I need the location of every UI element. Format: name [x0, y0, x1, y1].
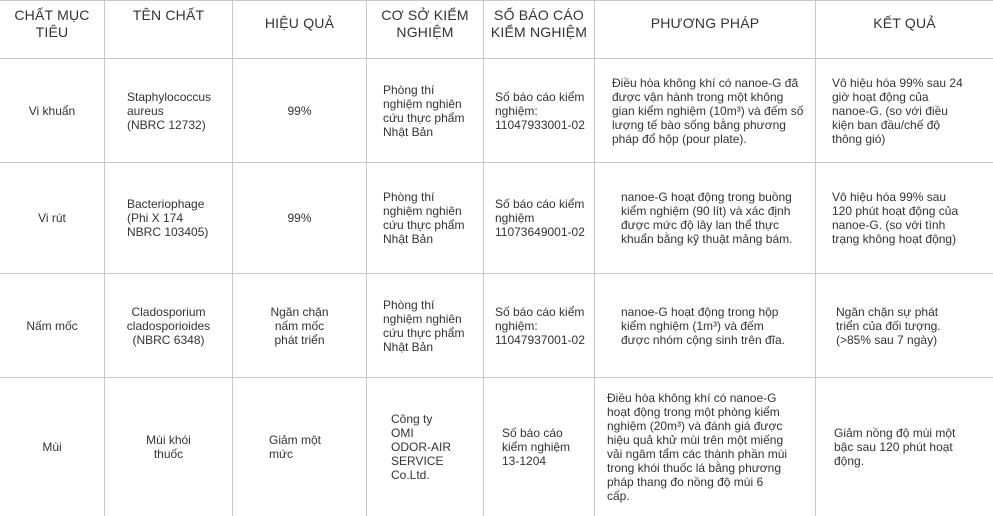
row4-report: Số báo cáo kiểm nghiệm 13-1204 [484, 378, 595, 516]
row1-name: Staphylococcus aureus (NBRC 12732) [105, 59, 233, 163]
row2-target: Vi rút [0, 163, 105, 274]
row1-lab: Phòng thí nghiệm nghiên cứu thực phẩm Nhật Bản [367, 59, 484, 163]
row3-target: Nấm mốc [0, 274, 105, 378]
row1-target: Vi khuẩn [0, 59, 105, 163]
header-report: SỐ BÁO CÁO KIỂM NGHIỆM [484, 1, 595, 59]
row2-lab: Phòng thí nghiệm nghiên cứu thực phẩm Nhật Bản [367, 163, 484, 274]
row3-method: nanoe-G hoạt động trong hộp kiểm nghiệm (1m³) và đếm được nhóm cộng sinh trên đĩa. [595, 274, 816, 378]
row2-name: Bacteriophage (Phi X 174 NBRC 103405) [105, 163, 233, 274]
row1-result: Vô hiệu hóa 99% sau 24 giờ hoạt động của nanoe-G. (so với điều kiện ban đầu/chế độ thông gió) [816, 59, 993, 163]
row4-effect: Giảm một mức [233, 378, 367, 516]
header-method: PHƯƠNG PHÁP [595, 1, 816, 59]
row4-method: Điều hòa không khí có nanoe-G hoạt động trong một phòng kiểm nghiệm (20m³) và đánh giá được hiệu quả khử mùi trên một miếng vải ngâm tẩm các thành phần mùi trong khói thuốc lá bằng phương pháp thang đo nồng độ mùi 6 cấp. [595, 378, 816, 516]
row4-result: Giảm nồng độ mùi một bậc sau 120 phút hoạt động. [834, 426, 956, 468]
row2-report: Số báo cáo kiểm nghiệm 11073649001-02 [484, 163, 595, 274]
row3-lab: Phòng thí nghiệm nghiên cứu thực phẩm Nhật Bản [367, 274, 484, 378]
row2-effect: 99% [233, 163, 367, 274]
row3-name: Cladosporium cladosporioides (NBRC 6348) [105, 274, 233, 378]
row2-result: Vô hiệu hóa 99% sau 120 phút hoạt động của nanoe-G. (so với tình trạng không hoạt động) [816, 163, 993, 274]
header-result: KẾT QUẢ [816, 1, 993, 59]
row4-name: Mùi khói thuốc [105, 378, 233, 516]
row2-method: nanoe-G hoạt động trong buồng kiểm nghiệm (90 lít) và xác định được mức độ lây lan thể thực khuẩn bằng kỹ thuật mảng bám. [595, 163, 816, 274]
row3-effect: Ngăn chặn nấm mốc phát triển [233, 274, 367, 378]
header-target: CHẤT MỤC TIÊU [0, 1, 105, 59]
row1-effect: 99% [233, 59, 367, 163]
header-effect: HIỆU QUẢ [233, 1, 367, 59]
row1-report: Số báo cáo kiểm nghiệm: 11047933001-02 [484, 59, 595, 163]
row3-report: Số báo cáo kiểm nghiệm: 11047937001-02 [484, 274, 595, 378]
row1-method: Điều hòa không khí có nanoe-G đã được vận hành trong một không gian kiểm nghiệm (10m³) và đếm số lượng tế bào sống bằng phương pháp đổ hộp (pour plate). [595, 59, 816, 163]
row3-result: Ngăn chặn sự phát triển của đối tượng. (>85% sau 7 ngày) [816, 274, 993, 378]
header-lab: CƠ SỞ KIỂM NGHIỆM [367, 1, 484, 59]
row4-target: Mùi [0, 378, 105, 516]
header-name: TÊN CHẤT [105, 1, 233, 59]
row4-lab: Công ty OMI ODOR-AIR SERVICE Co.Ltd. [367, 378, 484, 516]
